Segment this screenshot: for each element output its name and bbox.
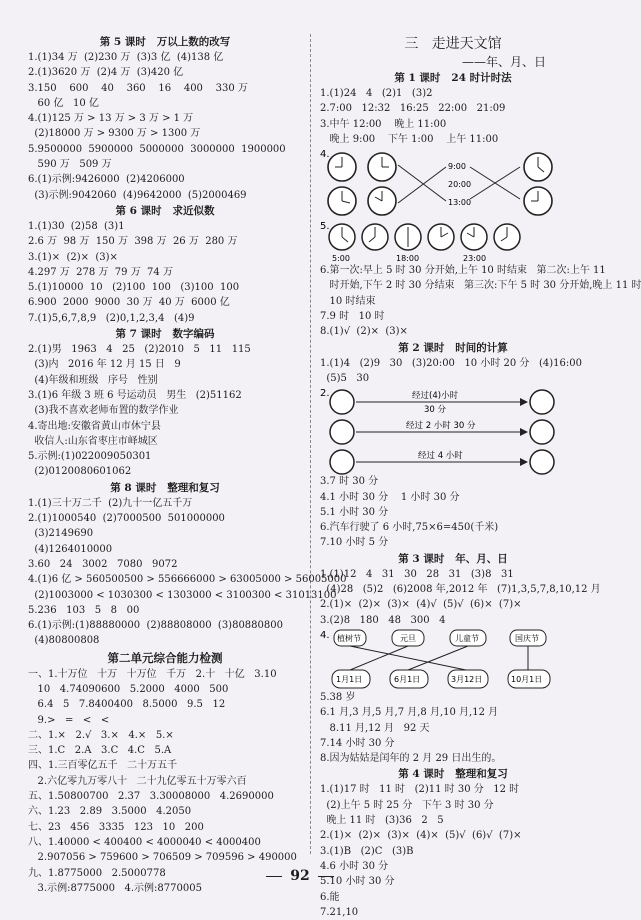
page-number — [0, 868, 600, 884]
column-divider — [310, 34, 311, 854]
festival-matching-figure — [320, 628, 586, 690]
r-lesson1-title: 第 1 课时 24 时计时法 — [394, 72, 512, 84]
svg-text:元旦: 元旦 — [400, 633, 416, 643]
answer-line: 4.297 万 278 万 79 万 74 万 — [28, 266, 173, 278]
answer-line: 6.4 5 7.8400400 8.5000 9.5 12 — [28, 699, 226, 711]
answer-line: 6.900 2000 9000 30 万 40 万 6000 亿 — [28, 297, 230, 309]
answer-line: (2)18000 万 > 9300 万 > 1300 万 — [28, 128, 201, 140]
answer-line: (2)1003000 < 1030300 < 1303000 < 3100300 < 31013100 — [28, 589, 337, 601]
answer-line: 6.能 — [320, 891, 340, 903]
answer-line: 3.7 时 30 分 — [320, 476, 379, 488]
answer-line: 1.(1)三十万二千 (2)九十一亿五千万 — [28, 497, 193, 509]
clock-row-6 — [494, 224, 520, 250]
answer-line: 5.38 岁 — [320, 691, 356, 703]
festival-matching-svg — [320, 628, 586, 690]
answer-line: 60 亿 10 亿 — [28, 97, 99, 109]
clock-time-label: 18:00 — [396, 254, 420, 264]
answer-line: 6.(1)示例:(1)88880000 (2)88808000 (3)80880800 — [28, 620, 283, 632]
answer-line: 6.第一次:早上 5 时 30 分开始,上午 10 时结束 第二次:上午 11 — [320, 265, 606, 277]
page-number-dash — [266, 876, 282, 877]
answer-line: 3.示例:8775000 4.示例:8770005 — [28, 882, 202, 894]
clock-right-2 — [524, 187, 552, 215]
r-lesson3-answers-b — [320, 690, 586, 766]
answer-line: 二、1.× 2.√ 3.× 4.× 5.× — [28, 729, 174, 741]
answer-line: 4.(1)6 亿 > 560500500 > 556666000 > 63005000 > 56005000 — [28, 574, 347, 586]
date-box — [332, 670, 370, 688]
answer-line: 5.9500000 5900000 5000000 3000000 1900000 — [28, 143, 286, 155]
answer-line: 2.(1)× (2)× (3)× (4)× (5)√ (6)√ (7)× — [320, 830, 522, 842]
clock-mid-2 — [368, 187, 396, 215]
clock-left-1 — [328, 153, 356, 181]
date-box — [508, 670, 550, 688]
answer-line: (3)示例:9042060 (4)9642000 (5)2000469 — [28, 189, 247, 201]
date-box — [390, 670, 428, 688]
festival-box — [510, 630, 546, 646]
item5-label: 5. — [320, 221, 330, 233]
svg-text:植树节: 植树节 — [337, 633, 361, 643]
answer-line: 2.(1)× (2)× (3)× (4)√ (5)√ (6)× (7)× — [320, 599, 522, 611]
answer-line: 收信人:山东省枣庄市峄城区 — [28, 435, 158, 447]
page-number-text: 92 — [290, 868, 310, 884]
answer-line: 晚上 9:00 下午 1:00 上午 11:00 — [320, 133, 499, 145]
answer-line: 9.> = < < — [28, 714, 110, 726]
lesson5-title: 第 5 课时 万以上数的改写 — [99, 36, 231, 48]
page-number-dash — [318, 876, 334, 877]
answer-line: 2.7:00 12:32 16:25 22:00 21:09 — [320, 103, 506, 115]
answer-line: 八、1.40000 < 400400 < 4000040 < 4000400 — [28, 836, 261, 848]
answer-line: 1.(1)17 时 11 时 (2)11 时 30 分 12 时 — [320, 784, 520, 796]
answer-line: 3.(1)B (2)C (3)B — [320, 845, 414, 857]
answer-line: 2.(1)3620 万 (2)4 万 (3)420 亿 — [28, 67, 184, 79]
answer-line: 4.(1)125 万 > 13 万 > 3 万 > 1 万 — [28, 113, 194, 125]
r-lesson1-answers-a — [320, 86, 586, 147]
answer-line: 8.11 月,12 月 92 天 — [320, 722, 430, 734]
lesson7-title: 第 7 课时 数字编码 — [115, 328, 215, 341]
lesson5-answers — [28, 50, 302, 203]
answer-line: 8.因为姑姑是闰年的 2 月 29 日出生的。 — [320, 753, 502, 765]
clock-matching-figure — [320, 147, 586, 219]
answer-line: 5.示例:(1)022009050301 — [28, 451, 152, 463]
clock-time-label: 20:00 — [448, 180, 472, 190]
unit3-heading: 三 走进天文馆 — [404, 36, 502, 52]
timeline-label: 经过 4 小时 — [418, 451, 463, 462]
unit3-subheading: ——年、月、日 — [461, 55, 546, 69]
festival-box — [392, 630, 424, 646]
answer-line: 3.(1)6 年级 3 班 6 号运动员 男生 (2)51162 — [28, 389, 242, 401]
svg-text:6月1日: 6月1日 — [394, 674, 421, 684]
clock-row-1 — [329, 224, 355, 250]
timeline-label: 经过(4)小时 — [412, 391, 459, 402]
elapsed-time-figure — [320, 386, 586, 474]
answer-line: 1.(1)24 4 (2)1 (3)2 — [320, 88, 433, 99]
answer-line: 4.1 小时 30 分 1 小时 30 分 — [320, 491, 460, 503]
clock-matching-svg — [320, 147, 586, 219]
clock-right-1 — [524, 153, 552, 181]
answer-line: 4.6 小时 30 分 — [320, 860, 389, 872]
match-line — [350, 646, 466, 670]
lesson6-answers — [28, 219, 302, 326]
answer-line: 5.(1)10000 10 (2)100 100 (3)100 100 — [28, 282, 240, 294]
answer-line: 四、1.三百零亿五千 二十万五千 — [28, 760, 178, 772]
match-line — [408, 646, 468, 670]
lesson8-answers — [28, 496, 347, 649]
timeline-row-1 — [330, 390, 554, 415]
answer-line: (4)年级和班级 序号 性别 — [28, 374, 158, 386]
answer-line: 10 4.74090600 5.2000 4000 500 — [28, 683, 229, 695]
clock-left-2 — [328, 187, 356, 215]
answer-line: 7.14 小时 30 分 — [320, 737, 395, 749]
answer-line: 2.6 万 98 万 150 万 398 万 26 万 280 万 — [28, 236, 238, 248]
answer-line: 5.236 103 5 8 00 — [28, 604, 140, 616]
answer-line: (3)我不喜欢老师布置的数学作业 — [28, 405, 179, 417]
answer-line: (4)1264010000 — [28, 543, 113, 555]
r-lesson2-title: 第 2 课时 时间的计算 — [398, 341, 508, 354]
answer-line: (4)80800808 — [28, 635, 100, 647]
svg-text:1月1日: 1月1日 — [336, 674, 363, 684]
clock-mid-1 — [368, 153, 396, 181]
answer-line: 2.六亿零九万零八十 二十九亿零五十万零六百 — [28, 775, 247, 787]
answer-line: 2.(1)男 1963 4 25 (2)2010 5 11 115 — [28, 344, 251, 356]
answer-line: (4)28 (5)2 (6)2008 年,2012 年 (7)1,3,5,7,8,10,12 月 — [320, 584, 601, 596]
answer-line: 7.9 时 10 时 — [320, 311, 385, 323]
answer-line: 三、1.C 2.A 3.C 4.C 5.A — [28, 745, 172, 757]
answer-line: 1.(1)34 万 (2)230 万 (3)3 亿 (4)138 亿 — [28, 52, 224, 63]
timeline-row-2 — [330, 420, 554, 444]
clock-time-label: 5:00 — [332, 254, 350, 264]
clock-row-svg — [320, 219, 586, 263]
clock-row-5 — [461, 224, 487, 250]
answer-line: 时开始,下午 2 时 30 分结束 第三次:下午 5 时 30 分开始,晚上 11 时 — [320, 280, 641, 292]
r-lesson4-answers — [320, 782, 586, 920]
match-line — [398, 165, 446, 201]
answer-line: 六、1.23 2.89 3.5000 4.2050 — [28, 806, 192, 818]
clock-row-4 — [428, 224, 454, 250]
answer-line: 7.21,10 — [320, 906, 359, 918]
timeline-label: 经过 2 小时 30 分 — [406, 421, 476, 432]
svg-text:3月12日: 3月12日 — [451, 674, 483, 684]
answer-line: 8.(1)√ (2)× (3)× — [320, 326, 408, 338]
answer-line: 1.(1)12 4 31 30 28 31 (3)8 31 — [320, 568, 514, 580]
answer-line: 4.寄出地:安徽省黄山市休宁县 — [28, 420, 161, 432]
r-lesson4-title: 第 4 课时 整理和复习 — [398, 768, 508, 781]
answer-line: 3.150 600 40 360 16 400 330 万 — [28, 82, 248, 94]
festival-box — [334, 630, 366, 646]
r-lesson3-answers-a — [320, 567, 601, 628]
clock-time-label: 23:00 — [463, 254, 487, 264]
svg-text:儿童节: 儿童节 — [455, 633, 479, 643]
answer-line: 5.1 小时 30 分 — [320, 506, 389, 518]
answer-line: (3)2149690 — [28, 528, 94, 540]
answer-line: 五、1.50800700 2.37 3.30008000 4.2690000 — [28, 791, 274, 803]
elapsed-time-svg — [320, 386, 586, 474]
answer-line: 7.10 小时 5 分 — [320, 537, 389, 549]
lesson8-title: 第 8 课时 整理和复习 — [110, 481, 220, 494]
timeline-label: 30 分 — [424, 405, 447, 416]
answer-line: (5)5 30 — [320, 372, 370, 384]
date-box — [448, 670, 488, 688]
answer-line: 3.中午 12:00 晚上 11:00 — [320, 118, 447, 130]
answer-line: 七、23 456 3335 123 10 200 — [28, 821, 204, 833]
answer-line: 3.60 24 3002 7080 9072 — [28, 558, 178, 570]
unit2-answers — [28, 667, 302, 896]
timeline-row-3 — [330, 450, 554, 474]
answer-line: 九、1.8775000 2.5000778 — [28, 867, 166, 879]
clock-time-label: 9:00 — [448, 162, 466, 172]
answer-line: 6.1 月,3 月,5 月,7 月,8 月,10 月,12 月 — [320, 707, 499, 719]
unit2-title: 第二单元综合能力检测 — [107, 650, 223, 665]
r-lesson1-answers-b — [320, 263, 641, 339]
answer-line: 3.(1)× (2)× (3)× — [28, 251, 118, 263]
festival-box — [450, 630, 486, 646]
answer-line: 1.(1)30 (2)58 (3)1 — [28, 220, 125, 232]
r-lesson3-title: 第 3 课时 年、月、日 — [398, 552, 508, 565]
clock-row-3 — [395, 224, 421, 250]
answer-line: 2.907056 > 759600 > 706509 > 709596 > 490000 — [28, 852, 297, 864]
answer-line: 10 时结束 — [320, 295, 376, 307]
match-line — [350, 646, 408, 670]
answer-line: 一、1.十万位 十万 十万位 千万 2.十 十亿 3.10 — [28, 668, 277, 680]
match-line — [398, 167, 446, 203]
clock-time-label: 13:00 — [448, 198, 472, 208]
answer-line: 3.(2)8 180 48 300 4 — [320, 614, 446, 626]
clock-row-2 — [362, 224, 388, 250]
answer-line: (2)上午 5 时 25 分 下午 3 时 30 分 — [320, 799, 494, 811]
answer-line: (2)0120080601062 — [28, 466, 132, 478]
right-column — [320, 34, 641, 920]
svg-text:10月1日: 10月1日 — [511, 674, 543, 684]
item4-label: 4. — [320, 149, 330, 161]
clock-row-figure — [320, 219, 586, 263]
answer-line: (3)内 2016 年 12 月 15 日 9 — [28, 359, 181, 371]
answer-line: 晚上 11 时 (3)36 2 5 — [320, 815, 444, 827]
r-lesson2-answers-b — [320, 474, 586, 550]
lesson7-answers — [28, 342, 302, 480]
item2-label: 2. — [320, 388, 330, 400]
answer-line: 5.10 小时 30 分 — [320, 876, 395, 888]
answer-line: 2.(1)1000540 (2)7000500 501000000 — [28, 513, 225, 525]
lesson6-title: 第 6 课时 求近似数 — [115, 204, 215, 217]
item4-label: 4. — [320, 629, 330, 641]
answer-line: 6.汽车行驶了 6 小时,75×6=450(千米) — [320, 522, 499, 534]
answer-line: 590 万 509 万 — [28, 159, 112, 171]
r-lesson2-answers-a — [320, 356, 586, 387]
answer-line: 7.(1)5,6,7,8,9 (2)0,1,2,3,4 (4)9 — [28, 312, 195, 324]
svg-text:国庆节: 国庆节 — [515, 633, 539, 643]
answer-line: 1.(1)4 (2)9 30 (3)20:00 10 小时 20 分 (4)16:00 — [320, 357, 582, 369]
answer-line: 6.(1)示例:9426000 (2)4206000 — [28, 174, 185, 186]
